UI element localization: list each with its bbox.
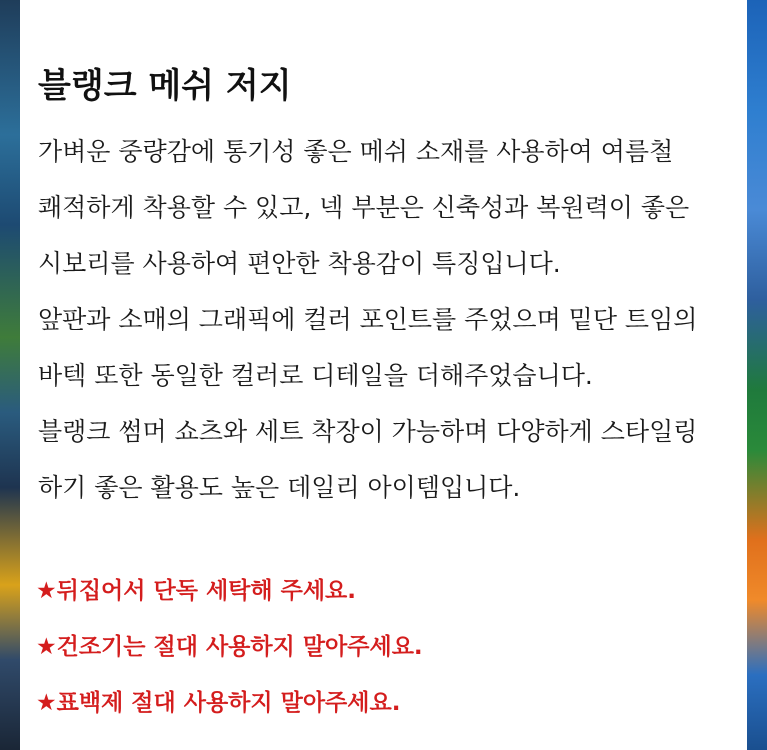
background-image-right (747, 0, 767, 750)
product-description-panel (20, 0, 747, 750)
background-image-left (0, 0, 20, 750)
care-notice-bleach: ★표백제 절대 사용하지 말아주세요. (36, 690, 401, 716)
description-line: 하기 좋은 활용도 높은 데일리 아이템입니다. (38, 473, 521, 502)
description-line: 가벼운 중량감에 통기성 좋은 메쉬 소재를 사용하여 여름철 (38, 137, 674, 166)
description-line: 앞판과 소매의 그래픽에 컬러 포인트를 주었으며 밑단 트임의 (38, 305, 698, 334)
description-line: 쾌적하게 착용할 수 있고, 넥 부분은 신축성과 복원력이 좋은 (38, 193, 690, 222)
care-notice-dryer: ★건조기는 절대 사용하지 말아주세요. (36, 634, 423, 660)
product-description (38, 124, 738, 516)
description-line: 바텍 또한 동일한 컬러로 디테일을 더해주었습니다. (38, 361, 593, 390)
care-notices (36, 563, 736, 731)
care-notice-wash: ★뒤집어서 단독 세탁해 주세요. (36, 578, 356, 604)
description-line: 블랭크 썸머 쇼츠와 세트 착장이 가능하며 다양하게 스타일링 (38, 417, 698, 446)
description-line: 시보리를 사용하여 편안한 착용감이 특징입니다. (38, 249, 561, 278)
product-title: 블랭크 메쉬 저지 (38, 66, 292, 106)
